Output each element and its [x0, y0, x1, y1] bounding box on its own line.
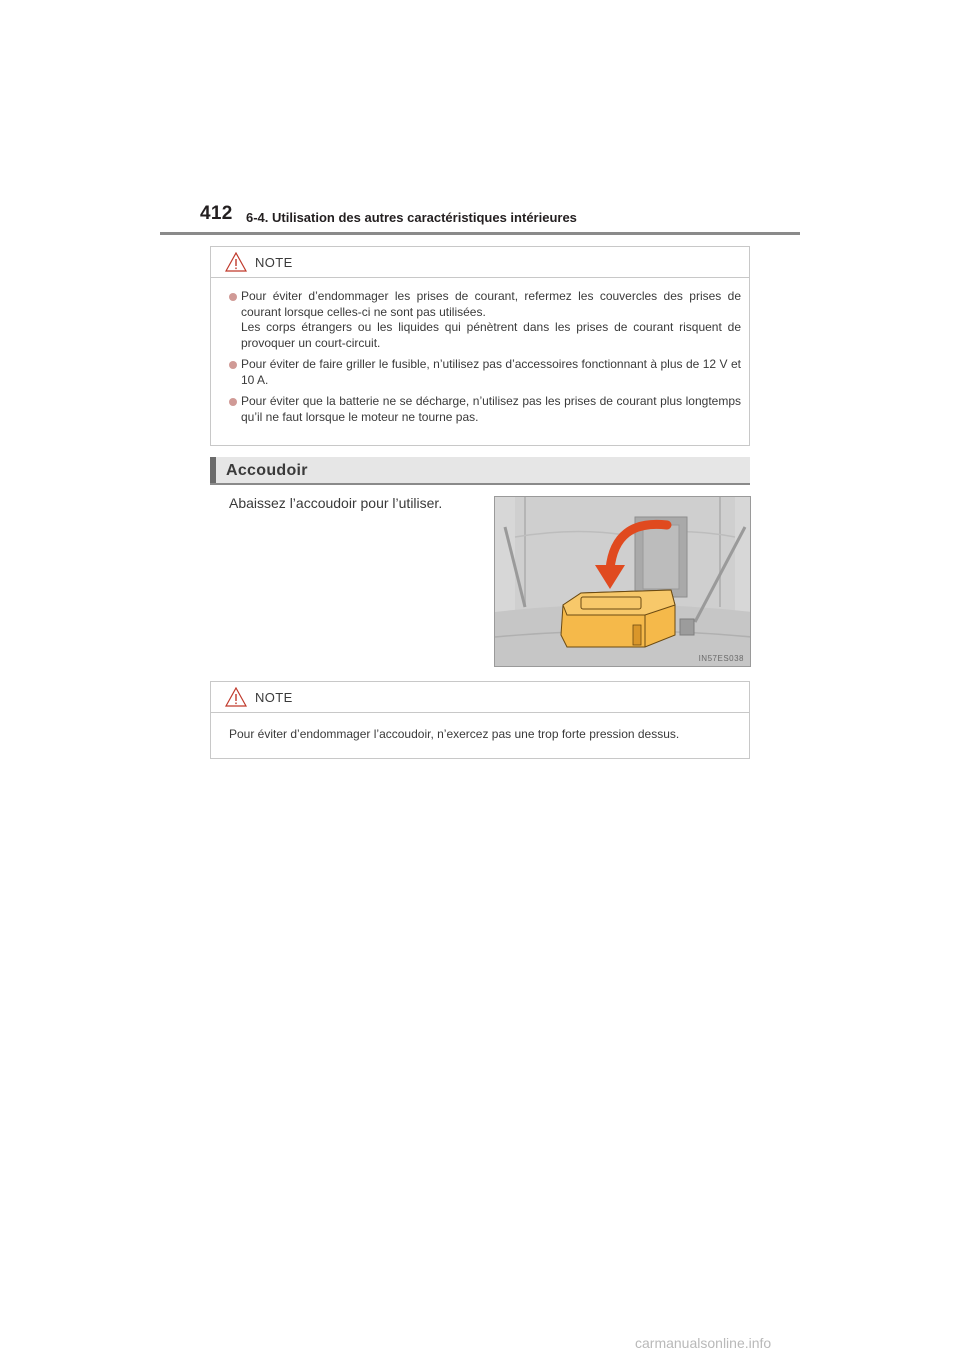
note-title: NOTE [255, 690, 293, 705]
chapter-title: 6-4. Utilisation des autres caractéristiques intérieures [246, 210, 577, 225]
section-title: Accoudoir [226, 462, 308, 479]
armrest-illustration [494, 496, 751, 667]
note-box-armrest [210, 681, 750, 759]
watermark: carmanualsonline.info [635, 1335, 772, 1351]
figure-code: IN57ES038 [698, 654, 744, 663]
page-number: 412 [200, 203, 233, 224]
armrest-drawing [495, 497, 751, 667]
section-accent [210, 457, 216, 483]
instruction-text: Abaissez l’accoudoir pour l’utiliser. [229, 495, 443, 511]
note-header [211, 682, 749, 713]
note-body [229, 289, 741, 431]
bullet-icon [229, 361, 237, 369]
warning-icon [225, 252, 247, 272]
bullet-text: Pour éviter d’endommager les prises de courant, refermez les couvercles des prises de courant lorsque celles-ci ne sont pas utilisées. [241, 289, 741, 319]
note-bullet [229, 357, 741, 388]
note-header [211, 247, 749, 278]
warning-icon [225, 687, 247, 707]
note-title: NOTE [255, 255, 293, 270]
bullet-text: Pour éviter de faire griller le fusible, n’utilisez pas d’accessoires fonctionnant à plus de 12 V et 10 A. [241, 357, 741, 387]
bullet-text: Les corps étrangers ou les liquides qui pénètrent dans les prises de courant risquent de provoquer un court-circuit. [241, 320, 741, 350]
bullet-text: Pour éviter que la batterie ne se décharge, n’utilisez pas les prises de courant plus longtemps qu’il ne faut lorsque le moteur ne tourne pas. [241, 394, 741, 424]
note-bullet [229, 289, 741, 351]
bullet-icon [229, 398, 237, 406]
note-box-power-outlets [210, 246, 750, 446]
note-body: Pour éviter d’endommager l’accoudoir, n’exercez pas une trop forte pression dessus. [229, 727, 680, 741]
header-rule [160, 232, 800, 235]
note-bullet [229, 394, 741, 425]
bullet-icon [229, 293, 237, 301]
section-header [210, 457, 750, 485]
